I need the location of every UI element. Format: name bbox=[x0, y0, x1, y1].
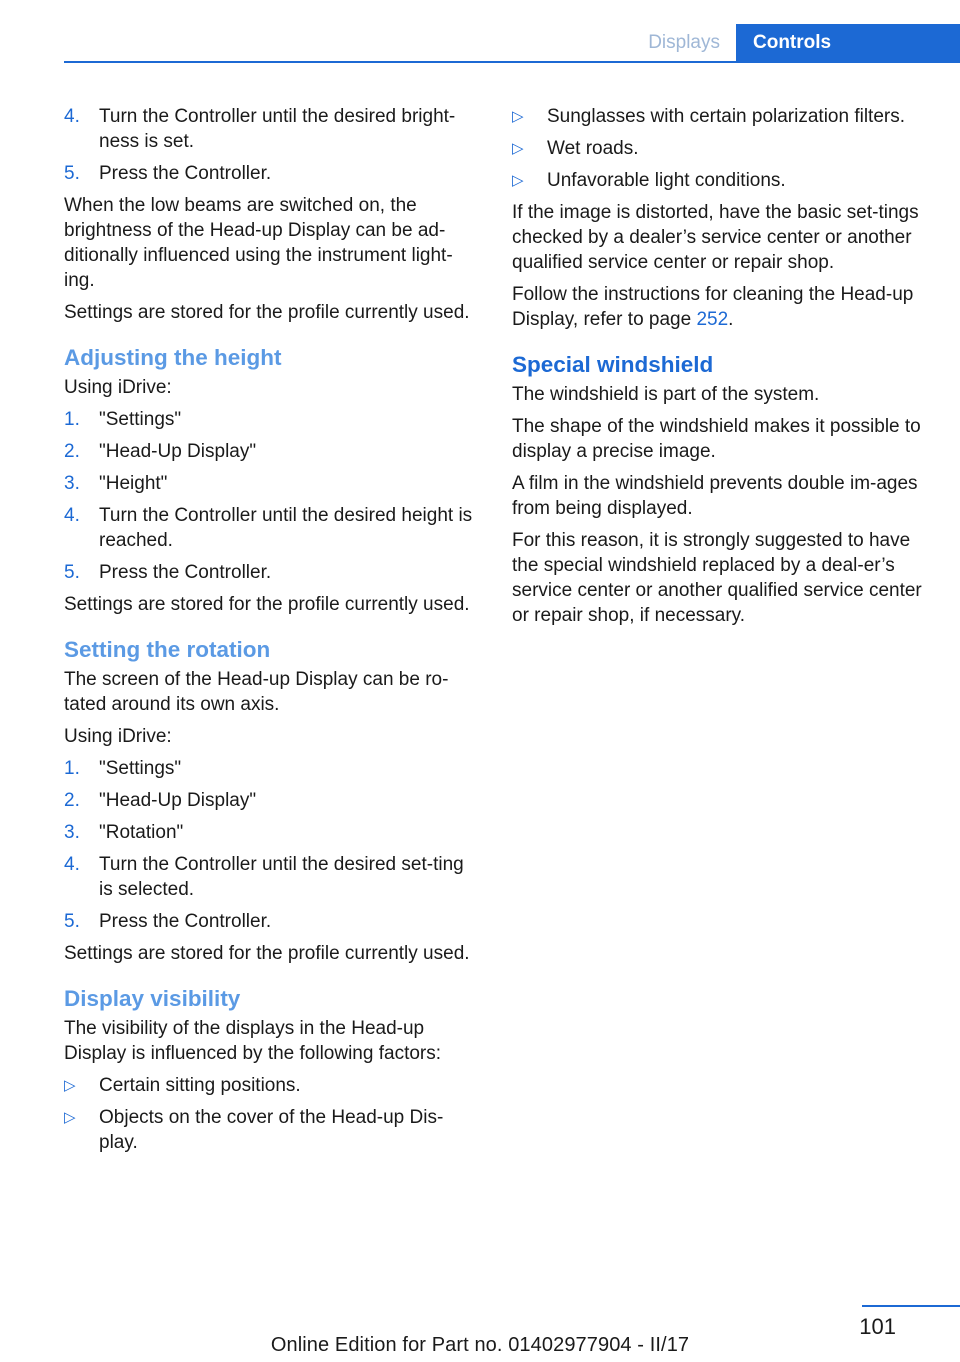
paragraph: A film in the windshield prevents double im‐ages from being displayed. bbox=[512, 473, 918, 519]
paragraph: The visibility of the displays in the Head-up Display is influenced by the following factors: bbox=[64, 1018, 442, 1064]
paragraph: Using iDrive: bbox=[64, 377, 172, 398]
step-text: "Settings" bbox=[99, 758, 182, 779]
step-number: 5. bbox=[64, 911, 80, 932]
paragraph: The windshield is part of the system. bbox=[512, 384, 820, 405]
step-number: 4. bbox=[64, 854, 80, 875]
step-text: "Height" bbox=[99, 473, 168, 494]
step-text: "Settings" bbox=[99, 409, 182, 430]
list-item bbox=[512, 104, 932, 129]
step-text: Turn the Controller until the desired height is reached. bbox=[99, 505, 473, 551]
paragraph: If the image is distorted, have the basic set‐tings checked by a dealer’s service center or another qualified service center or repair shop. bbox=[512, 202, 919, 273]
rotation-steps bbox=[64, 756, 479, 934]
list-item bbox=[64, 1105, 479, 1155]
page-header bbox=[0, 24, 960, 62]
list-item bbox=[64, 852, 479, 902]
bullet-text: Unfavorable light conditions. bbox=[547, 170, 786, 191]
bullet-text: Certain sitting positions. bbox=[99, 1075, 301, 1096]
bullet-text: Sunglasses with certain polarization filters. bbox=[547, 106, 906, 127]
list-item bbox=[64, 439, 479, 464]
triangle-bullet-icon: ▷ bbox=[512, 140, 524, 157]
list-item bbox=[512, 136, 932, 161]
list-item bbox=[64, 104, 479, 154]
step-number: 4. bbox=[64, 505, 80, 526]
step-number: 3. bbox=[64, 473, 80, 494]
list-item bbox=[64, 503, 479, 553]
section-tab-displays[interactable]: Displays bbox=[648, 32, 720, 53]
paragraph: When the low beams are switched on, the brightness of the Head-up Display can be ad‐ditionally influenced using the instrument light‐ing. bbox=[64, 195, 453, 291]
list-item bbox=[64, 820, 479, 845]
step-number: 3. bbox=[64, 822, 80, 843]
paragraph: The screen of the Head-up Display can be ro‐tated around its own axis. bbox=[64, 669, 449, 715]
visibility-factors-continued bbox=[512, 104, 932, 193]
paragraph: For this reason, it is strongly suggested to have the special windshield replaced by a deal‐er’s service center or another qualified service center or repair shop, if necessary. bbox=[512, 530, 922, 626]
step-number: 1. bbox=[64, 409, 80, 430]
paragraph bbox=[512, 282, 932, 332]
paragraph: Settings are stored for the profile currently used. bbox=[64, 302, 470, 323]
step-number: 1. bbox=[64, 758, 80, 779]
page-reference-link[interactable]: 252 bbox=[696, 309, 729, 330]
brightness-steps bbox=[64, 104, 479, 186]
list-item bbox=[64, 471, 479, 496]
header-rule bbox=[64, 61, 960, 63]
list-item bbox=[64, 756, 479, 781]
list-item bbox=[64, 788, 479, 813]
heading-display-visibility: Display visibility bbox=[64, 986, 241, 1011]
page-number: 101 bbox=[859, 1314, 896, 1339]
list-item bbox=[64, 161, 479, 186]
list-item bbox=[64, 560, 479, 585]
step-number: 2. bbox=[64, 790, 80, 811]
visibility-factors bbox=[64, 1073, 479, 1155]
step-number: 5. bbox=[64, 562, 80, 583]
paragraph: Using iDrive: bbox=[64, 726, 172, 747]
bullet-text: Wet roads. bbox=[547, 138, 639, 159]
paragraph-text: . bbox=[728, 309, 734, 330]
step-text: "Rotation" bbox=[99, 822, 184, 843]
triangle-bullet-icon: ▷ bbox=[64, 1077, 76, 1094]
paragraph: The shape of the windshield makes it possible to display a precise image. bbox=[512, 416, 921, 462]
step-text: Press the Controller. bbox=[99, 562, 272, 583]
footer-rule bbox=[862, 1305, 960, 1307]
step-text: "Head-Up Display" bbox=[99, 441, 257, 462]
paragraph: Settings are stored for the profile currently used. bbox=[64, 943, 470, 964]
height-steps bbox=[64, 407, 479, 585]
heading-setting-rotation: Setting the rotation bbox=[64, 637, 271, 662]
triangle-bullet-icon: ▷ bbox=[512, 172, 524, 189]
step-text: Turn the Controller until the desired set‐ting is selected. bbox=[99, 854, 464, 900]
heading-special-windshield: Special windshield bbox=[512, 352, 714, 377]
list-item bbox=[64, 407, 479, 432]
step-number: 4. bbox=[64, 106, 80, 127]
step-text: Press the Controller. bbox=[99, 911, 272, 932]
heading-adjusting-height: Adjusting the height bbox=[64, 345, 282, 370]
right-column bbox=[512, 104, 932, 635]
paragraph-text: Follow the instructions for cleaning the Head-up Display, refer to page bbox=[512, 284, 914, 330]
triangle-bullet-icon: ▷ bbox=[64, 1109, 76, 1126]
step-number: 5. bbox=[64, 163, 80, 184]
section-tab-controls[interactable]: Controls bbox=[736, 24, 960, 63]
step-text: Turn the Controller until the desired bright‐ness is set. bbox=[99, 106, 456, 152]
step-text: Press the Controller. bbox=[99, 163, 272, 184]
list-item bbox=[64, 1073, 479, 1098]
list-item bbox=[64, 909, 479, 934]
left-column bbox=[64, 104, 479, 1162]
list-item bbox=[512, 168, 932, 193]
edition-footer: Online Edition for Part no. 01402977904 - II/17 bbox=[270, 1334, 690, 1356]
triangle-bullet-icon: ▷ bbox=[512, 108, 524, 125]
bullet-text: Objects on the cover of the Head-up Dis‐play. bbox=[99, 1107, 444, 1153]
paragraph: Settings are stored for the profile currently used. bbox=[64, 594, 470, 615]
step-number: 2. bbox=[64, 441, 80, 462]
step-text: "Head-Up Display" bbox=[99, 790, 257, 811]
